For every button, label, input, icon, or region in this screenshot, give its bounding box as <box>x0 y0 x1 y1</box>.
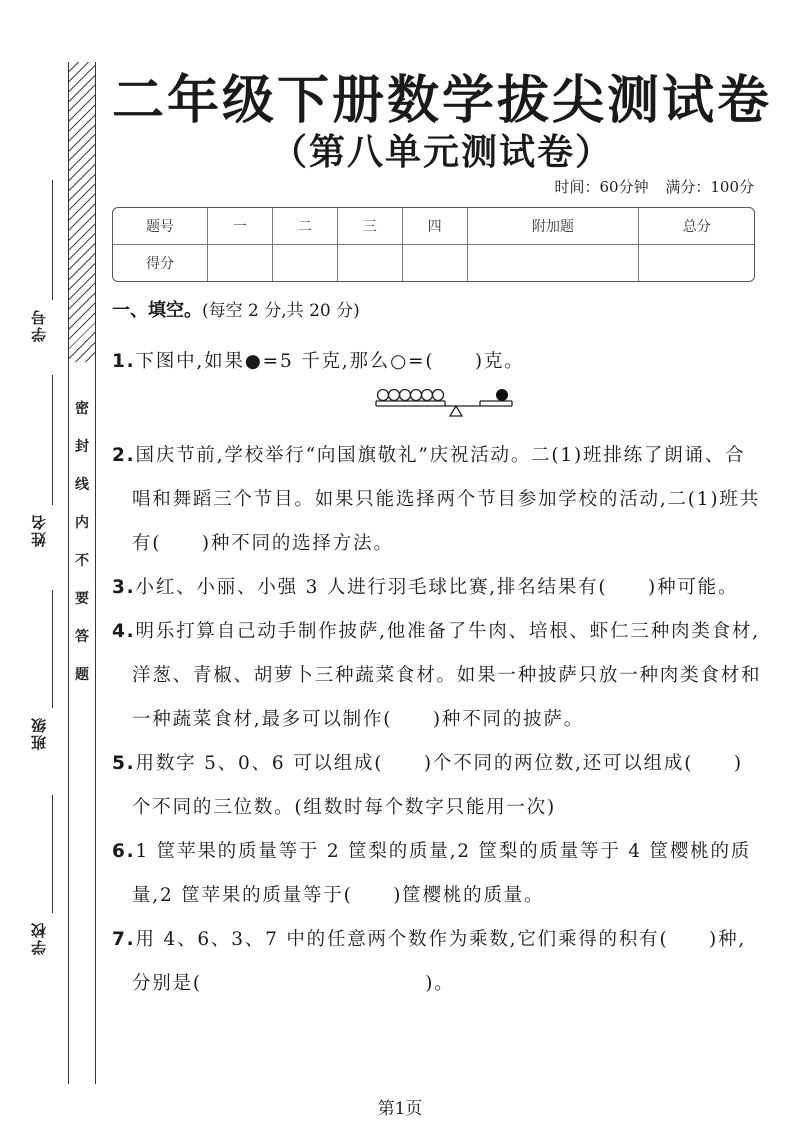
question-3 <box>112 566 762 610</box>
score-table-header-cell: 一 <box>208 208 273 245</box>
question-text: 下图中,如果●=5 千克,那么○=( )克。 <box>135 351 525 372</box>
seal-word: 封 <box>75 439 89 455</box>
seal-word: 要 <box>75 591 89 607</box>
balance-scale-icon <box>374 386 514 430</box>
question-7 <box>112 918 762 1006</box>
score-table-header-row <box>113 208 754 245</box>
score-table-score-row <box>113 245 754 281</box>
seal-word: 线 <box>75 477 89 493</box>
score-cell[interactable] <box>208 245 273 281</box>
seal-word: 内 <box>75 515 89 531</box>
score-cell[interactable] <box>403 245 468 281</box>
score-row-label: 得分 <box>113 245 208 281</box>
question-text: 用数字 5、0、6 可以组成( )个不同的两位数,还可以组成( )个不同的三位数。(组数时每个数字只能用一次) <box>132 753 743 818</box>
score-table-header-cell: 题号 <box>113 208 208 245</box>
name-field[interactable] <box>28 375 64 555</box>
question-text: 用 4、6、3、7 中的任意两个数作为乘数,它们乘得的积有( )种,分别是( )。 <box>132 929 747 994</box>
page-subtitle: （第八单元测试卷） <box>270 131 613 173</box>
question-2 <box>112 434 762 566</box>
question-text: 1 筐苹果的质量等于 2 筐梨的质量,2 筐梨的质量等于 4 筐樱桃的质量,2 筐苹果的质量等于( )筐樱桃的质量。 <box>132 841 752 906</box>
score-cell[interactable] <box>639 245 754 281</box>
score-table-header-cell: 总分 <box>639 208 754 245</box>
question-1 <box>112 340 762 384</box>
section-heading <box>112 296 762 322</box>
class-field[interactable] <box>28 590 64 770</box>
question-5 <box>112 742 762 830</box>
score-cell[interactable] <box>338 245 403 281</box>
question-6 <box>112 830 762 918</box>
question-number: 1. <box>112 351 136 372</box>
binding-margin <box>0 0 110 1130</box>
score-table-header-cell: 二 <box>273 208 338 245</box>
question-text: 国庆节前,学校举行“向国旗敬礼”庆祝活动。二(1)班排练了朗诵、合唱和舞蹈三个节目。如果只能选择两个节目参加学校的活动,二(1)班共有( )种不同的选择方法。 <box>132 445 760 554</box>
question-number: 2. <box>112 445 136 466</box>
score-table-header-cell: 三 <box>338 208 403 245</box>
question-number: 4. <box>112 621 136 642</box>
school-field[interactable] <box>28 795 64 975</box>
section-note: (每空 2 分,共 20 分) <box>202 301 360 321</box>
question-text: 小红、小丽、小强 3 人进行羽毛球比赛,排名结果有( )种可能。 <box>135 577 739 598</box>
school-label: 学校 <box>30 921 48 955</box>
seal-word: 题 <box>75 667 89 683</box>
student-number-label: 学号 <box>30 308 48 342</box>
score-table-header-cell: 附加题 <box>468 208 640 245</box>
seal-warning <box>70 398 94 702</box>
score-table-header-cell: 四 <box>403 208 468 245</box>
score-table <box>112 207 755 282</box>
seal-line-right <box>95 62 96 1084</box>
seal-word: 不 <box>75 553 89 569</box>
question-number: 3. <box>112 577 136 598</box>
student-number-field[interactable] <box>28 180 64 360</box>
seal-line-left <box>68 62 69 1084</box>
full-score: 满分：100分 <box>665 178 754 196</box>
question-text: 明乐打算自己动手制作披萨,他准备了牛肉、培根、虾仁三种肉类食材,洋葱、青椒、胡萝卜三种蔬菜食材。如果一种披萨只放一种肉类食材和一种蔬菜食材,最多可以制作( )种不同的披萨。 <box>132 621 762 730</box>
score-cell[interactable] <box>468 245 640 281</box>
question-4 <box>112 610 762 742</box>
page-number: 第1页 <box>377 1099 423 1119</box>
balance-scale-figure <box>374 386 762 430</box>
seal-word: 密 <box>75 401 89 417</box>
time-limit: 时间：60分钟 <box>554 178 649 196</box>
question-number: 7. <box>112 929 136 950</box>
student-number-line[interactable] <box>52 180 53 300</box>
section-title: 一、填空。 <box>112 300 202 321</box>
seal-word: 答 <box>75 629 89 645</box>
page-title: 二年级下册数学拔尖测试卷 <box>112 70 773 131</box>
school-line[interactable] <box>52 795 53 913</box>
score-cell[interactable] <box>273 245 338 281</box>
question-number: 5. <box>112 753 136 774</box>
class-line[interactable] <box>52 590 53 708</box>
question-number: 6. <box>112 841 136 862</box>
question-section <box>112 296 762 1006</box>
binding-hatch-top <box>68 62 95 362</box>
exam-info <box>542 176 754 197</box>
name-label: 姓名 <box>30 513 48 547</box>
name-line[interactable] <box>52 375 53 505</box>
class-label: 班级 <box>30 716 48 750</box>
